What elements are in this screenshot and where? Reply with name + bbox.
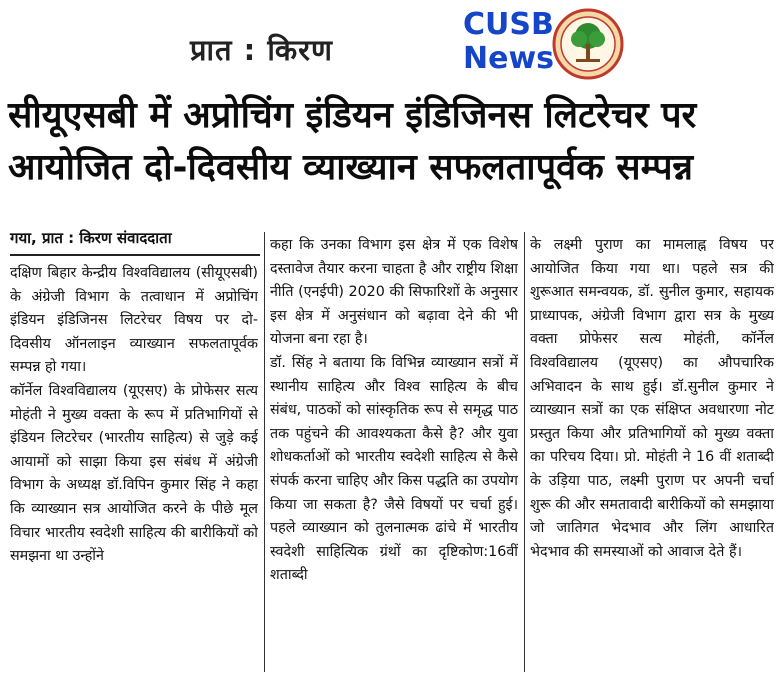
headline-line-2: आयोजित दो-दिवसीय व्याख्यान सफलतापूर्वक सम्पन्न bbox=[8, 147, 694, 188]
paragraph: कॉर्नेल विश्वविद्यालय (यूएसए) के प्रोफेसर सत्य मोहंती ने मुख्य वक्ता के रूप में प्रतिभागियों से इंडियन लिटरेचर (भारतीय साहित्य) से जुड़े कई आयामों को साझा किया इस संबंध में अंग्रेजी विभाग के अध्यक्ष डॉ.विपिन कुमार सिंह ने कहा कि व्याख्यान सत्र आयोजित करने के पीछे मूल विचार भारतीय स्वदेशी साहित्य की बारीकियों को समझना था उन्होंने bbox=[10, 382, 258, 565]
brand-line-news: News bbox=[463, 41, 555, 76]
cusb-news-brand bbox=[463, 7, 555, 76]
paragraph: कहा कि उनका विभाग इस क्षेत्र में एक विशेष दस्तावेज तैयार करना चाहता है और राष्ट्रीय शिक्षा नीति (एनईपी) 2020 की सिफारिशों के अनुसार इस क्षेत्र में अनुसंधान को बढ़ावा देने की भी योजना बना रहा है। bbox=[270, 237, 518, 348]
column-divider bbox=[524, 232, 525, 672]
article-headline bbox=[8, 90, 772, 194]
paragraph: के लक्ष्मी पुराण का मामलाह्न विषय पर आयोजित किया गया था। पहले सत्र की शुरूआत समन्वयक, डॉ. सुनील कुमार, सहायक प्राध्यापक, अंग्रेजी विभाग द्वारा सत्र के मुख्य वक्ता प्रोफेसर सत्य मोहंती, कॉर्नेल विश्वविद्यालय (यूएसए) का औपचारिक अभिवादन के साथ हुई। डॉ.सुनील कुमार ने व्याख्यान सत्रों का एक संक्षिप्त अवधारणा नोट प्रस्तुत किया और प्रतिभागियों को मुख्य वक्ता का परिचय दिया। प्रो. मोहंती ने 16 वीं शताब्दी के उड़िया पाठ, लक्ष्मी पुराण पर अपनी चर्चा शुरू की और समतावादी बारीकियों को समझाया जो जातिगत भेदभाव और लिंग आधारित भेदभाव की समस्याओं को आवाज देते हैं। bbox=[530, 237, 774, 560]
brand-line-cusb: CUSB bbox=[463, 7, 554, 42]
paragraph: दक्षिण बिहार केन्द्रीय विश्वविद्यालय (सीयूएसबी) के अंग्रेजी विभाग के तत्वाधान में अप्रोचिंग इंडियन इंडिजिनस लिटरेचर विषय पर दो-दिवसीय ऑनलाइन व्याख्यान सफलतापूर्वक सम्पन्न हो गया। bbox=[10, 265, 258, 376]
newspaper-masthead: प्रात : किरण bbox=[190, 33, 333, 67]
column-divider bbox=[264, 232, 265, 672]
paragraph: डॉ. सिंह ने बताया कि विभिन्न व्याख्यान सत्रों में स्थानीय साहित्य और विश्व साहित्य के बीच संबंध, पाठकों को सांस्कृतिक रूप से समृद्ध पाठ तक पहुंचने की आवश्यकता कैसे है? और युवा शोधकर्ताओं को भारतीय स्वदेशी साहित्य से कैसे संपर्क करना चाहिए और किस पद्धति का उपयोग किया जा सकता है? जैसे विषयों पर चर्चा हुई। पहले व्याख्यान को तुलनात्मक ढांचे में भारतीय स्वदेशी साहित्यिक ग्रंथों का दृष्टिकोण:16वीं शताब्दी bbox=[270, 354, 518, 584]
headline-line-1: सीयूएसबी में अप्रोचिंग इंडियन इंडिजिनस लिटरेचर पर bbox=[8, 95, 697, 136]
article-column-3 bbox=[530, 234, 774, 674]
article-column-1 bbox=[10, 262, 258, 672]
byline: गया, प्रात : किरण संवाददाता bbox=[10, 228, 260, 256]
article-column-2 bbox=[270, 234, 518, 674]
cusb-tree-emblem-icon bbox=[552, 8, 624, 80]
